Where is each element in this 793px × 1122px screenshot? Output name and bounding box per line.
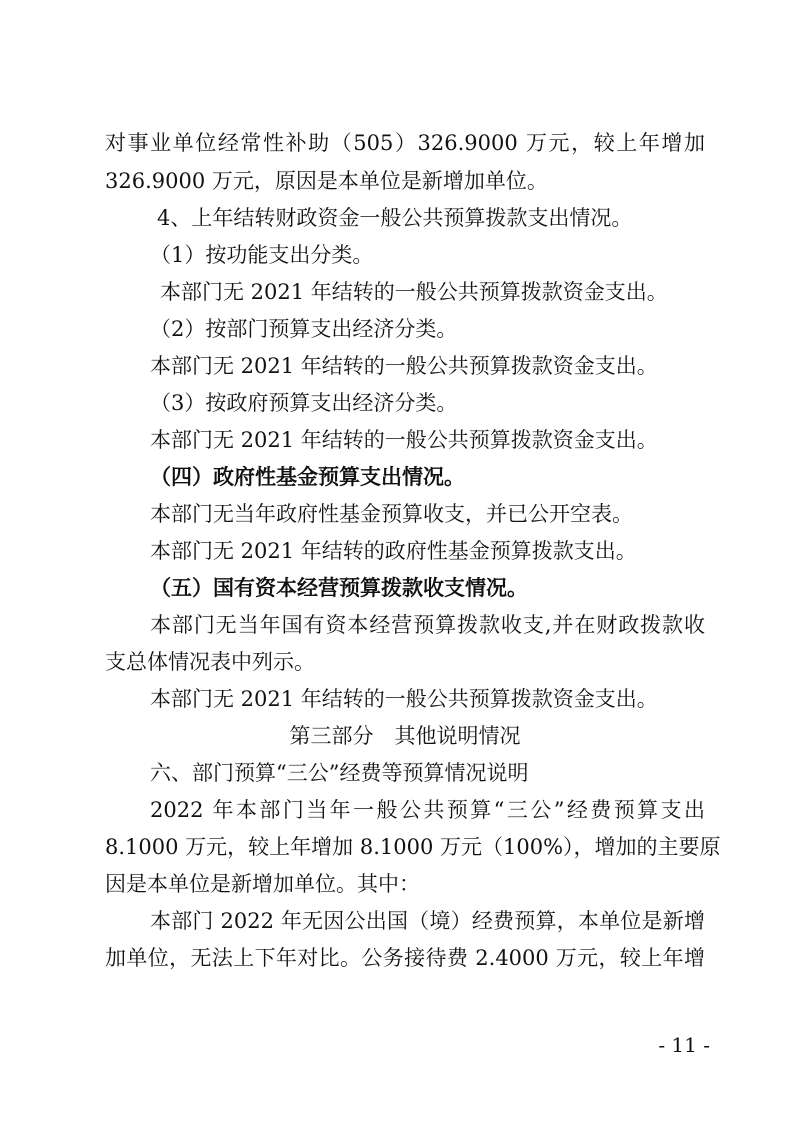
paragraph-line: 本部门无 2021 年结转的一般公共预算拨款资金支出。: [150, 428, 658, 452]
subsection-heading: （2）按部门预算支出经济分类。: [150, 317, 458, 341]
paragraph-line: 加单位，无法上下年对比。公务接待费 2.4000 万元，较上年增: [105, 946, 705, 970]
page-number: - 11 -: [658, 1033, 710, 1057]
paragraph-line: 本部门 2022 年无因公出国（境）经费预算，本单位是新增: [150, 909, 705, 933]
subsection-heading: （1）按功能支出分类。: [150, 243, 374, 267]
paragraph-line: 因是本单位是新增加单位。其中：: [105, 872, 420, 896]
paragraph-line: 对事业单位经常性补助（505）326.9000 万元，较上年增加: [105, 131, 705, 155]
paragraph-line: 本部门无 2021 年结转的一般公共预算拨款资金支出。: [160, 280, 668, 304]
section-heading: 4、上年结转财政资金一般公共预算拨款支出情况。: [157, 206, 633, 230]
paragraph-line: 本部门无当年国有资本经营预算拨款收支,并在财政拨款收: [150, 613, 705, 637]
paragraph-line: 8.1000 万元，较上年增加 8.1000 万元（100%），增加的主要原: [105, 835, 721, 859]
part-title: 第三部分 其他说明情况: [289, 724, 521, 748]
paragraph-line: 本部门无 2021 年结转的政府性基金预算拨款支出。: [150, 539, 637, 563]
paragraph-line: 本部门无 2021 年结转的一般公共预算拨款资金支出。: [150, 687, 658, 711]
paragraph-line: 支总体情况表中列示。: [105, 650, 315, 674]
section-heading: （四）政府性基金预算支出情况。: [150, 464, 465, 489]
section-heading: （五）国有资本经营预算拨款收支情况。: [150, 575, 528, 600]
paragraph-line: 本部门无当年政府性基金预算收支，并已公开空表。: [150, 502, 633, 526]
paragraph-line: 2022 年本部门当年一般公共预算“三公”经费预算支出: [150, 798, 705, 822]
section-heading: 六、部门预算“三公”经费等预算情况说明: [150, 761, 529, 785]
paragraph-line: 326.9000 万元，原因是本单位是新增加单位。: [105, 169, 548, 193]
subsection-heading: （3）按政府预算支出经济分类。: [150, 391, 458, 415]
paragraph-line: 本部门无 2021 年结转的一般公共预算拨款资金支出。: [150, 354, 658, 378]
